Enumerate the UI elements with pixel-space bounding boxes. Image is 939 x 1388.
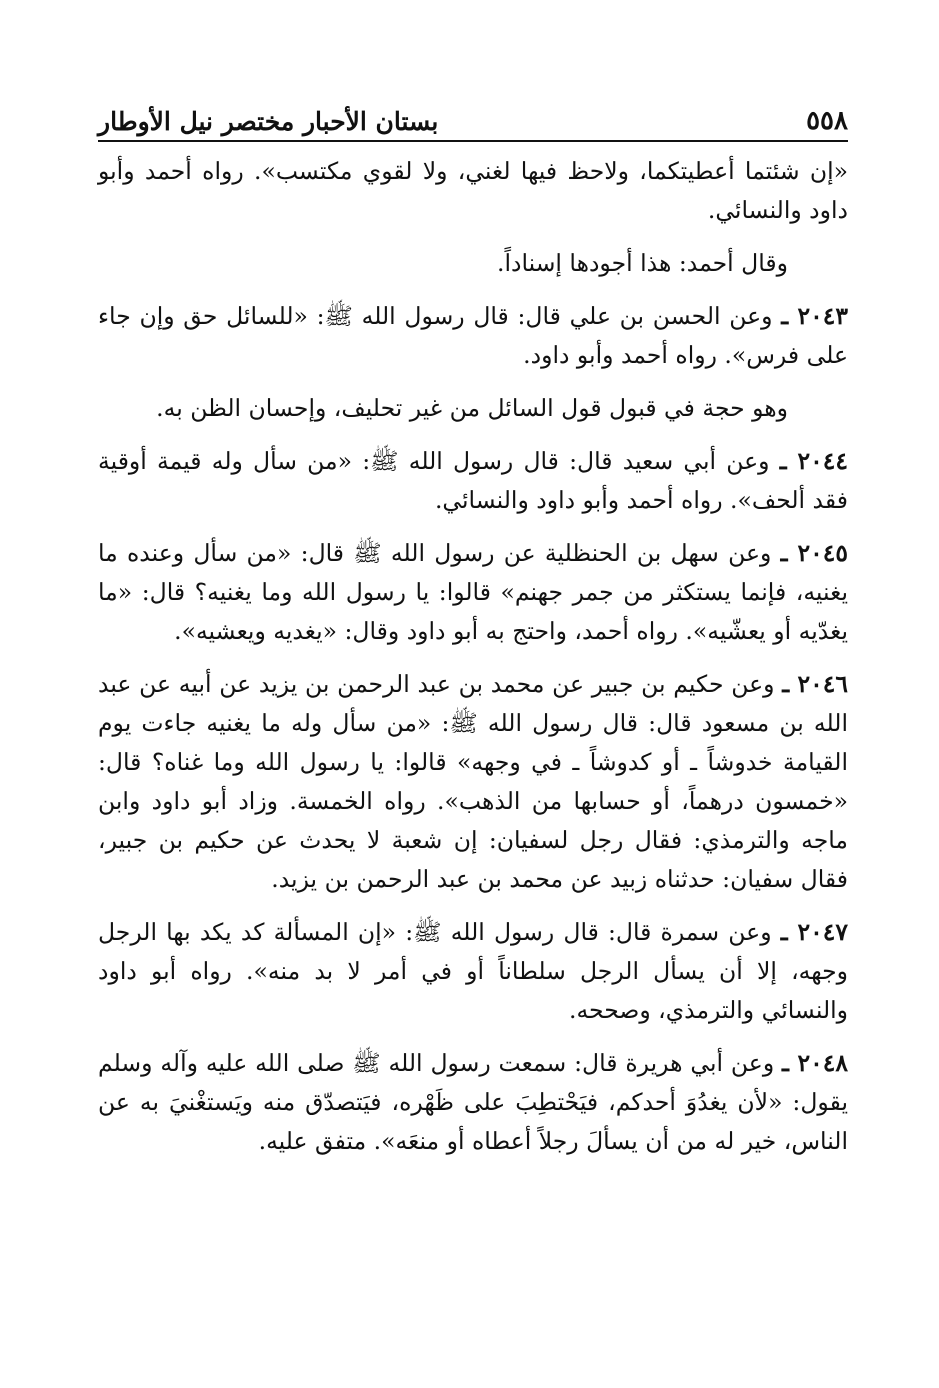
hadith-number: ٢٠٤٣ ـ [781, 302, 848, 330]
page-content [98, 152, 848, 1161]
paragraph [98, 389, 848, 428]
paragraph [98, 665, 848, 899]
hadith-number: ٢٠٤٦ ـ [782, 670, 848, 698]
paragraph [98, 913, 848, 1030]
page-header [98, 86, 848, 142]
hadith-number: ٢٠٤٨ ـ [782, 1049, 848, 1077]
hadith-number: ٢٠٤٤ ـ [779, 447, 848, 475]
paragraph [98, 244, 848, 283]
hadith-number: ٢٠٤٧ ـ [780, 918, 848, 946]
paragraph-text: وعن الحسن بن علي قال: قال رسول الله ﷺ: «للسائل حق وإن جاء على فرس». رواه أحمد وأبو داود. [98, 302, 848, 369]
page-number: ٥٥٨ [806, 106, 848, 136]
running-title: بستان الأحبار مختصر نيل الأوطار [98, 107, 439, 136]
paragraph-text: وعن سمرة قال: قال رسول الله ﷺ: «إن المسألة كد يكد بها الرجل وجهه، إلا أن يسأل الرجل سلطاناً أو في أمر لا بد منه». رواه أبو داود والنسائي والترمذي، وصححه. [98, 918, 848, 1024]
paragraph-text: وقال أحمد: هذا أجودها إسناداً. [497, 249, 788, 277]
paragraph-text: وعن حكيم بن جبير عن محمد بن عبد الرحمن بن يزيد عن أبيه عن عبد الله بن مسعود قال: قال رسول الله ﷺ: «من سأل وله ما يغنيه جاءت يوم القيامة خدوشاً ـ أو كدوشاً ـ في وجهه» قالوا: يا رسول الله وما غناه؟ قال: «خمسون درهماً، أو حسابها من الذهب». رواه الخمسة. وزاد أبو داود وابن ماجه والترمذي: فقال رجل لسفيان: إن شعبة لا يحدث عن حكيم بن جبير، فقال سفيان: حدثناه زبيد عن محمد بن عبد الرحمن بن يزيد. [98, 670, 848, 893]
paragraph-text: وعن سهل بن الحنظلية عن رسول الله ﷺ قال: «من سأل وعنده ما يغنيه، فإنما يستكثر من جمر جهنم» قالوا: يا رسول الله وما يغنيه؟ قال: «ما يغدّيه أو يعشّيه». رواه أحمد، واحتج به أبو داود وقال: «يغديه ويعشيه». [98, 539, 848, 645]
paragraph [98, 152, 848, 230]
paragraph-text: وعن أبي هريرة قال: سمعت رسول الله ﷺ صلى الله عليه وآله وسلم يقول: «لأن يغدُوَ أحدكم، فيَحْتطِبَ على ظَهْره، فيَتصدّق منه ويَستغْنيَ به عن الناس، خير له من أن يسألَ رجلاً أعطاه أو منعَه». متفق عليه. [98, 1049, 848, 1155]
paragraph [98, 1044, 848, 1161]
paragraph [98, 534, 848, 651]
paragraph [98, 442, 848, 520]
paragraph-text: وهو حجة في قبول قول السائل من غير تحليف، وإحسان الظن به. [156, 394, 788, 422]
hadith-number: ٢٠٤٥ ـ [780, 539, 848, 567]
paragraph-text: «إن شئتما أعطيتكما، ولاحظ فيها لغني، ولا لقوي مكتسب». رواه أحمد وأبو داود والنسائي. [98, 157, 848, 224]
book-page [98, 86, 848, 1175]
paragraph-text: وعن أبي سعيد قال: قال رسول الله ﷺ: «من سأل وله قيمة أوقية فقد ألحف». رواه أحمد وأبو داود والنسائي. [98, 447, 848, 514]
paragraph [98, 297, 848, 375]
